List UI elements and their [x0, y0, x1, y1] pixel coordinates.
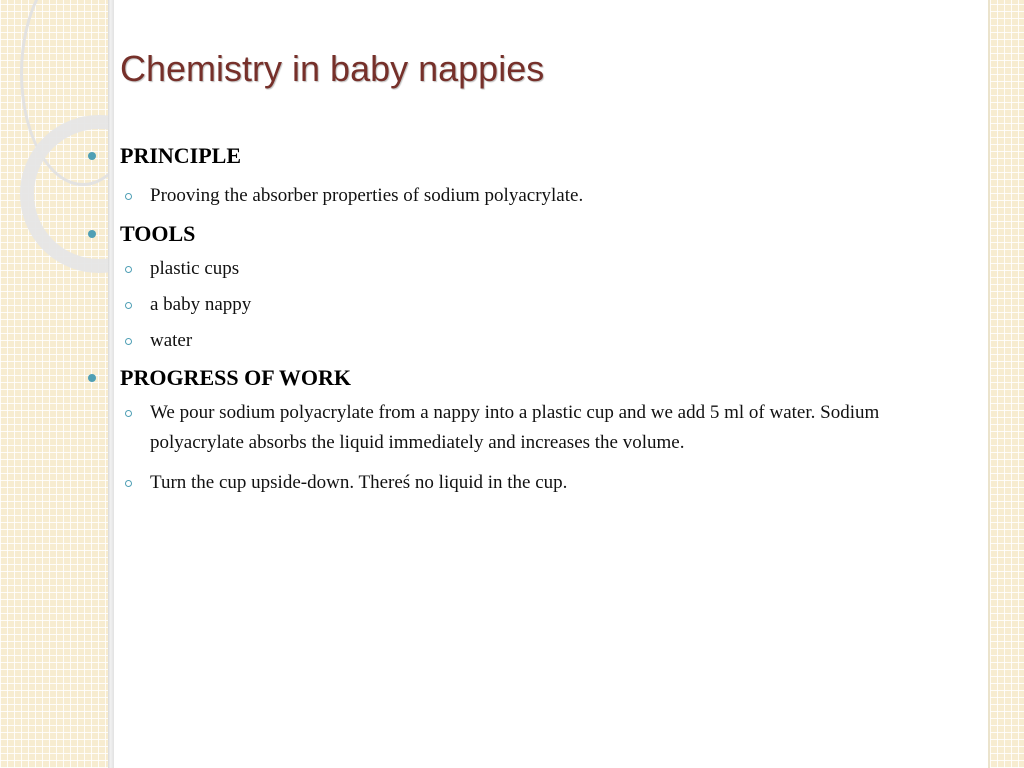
section-heading-tools [88, 218, 968, 250]
section-heading-principle [88, 140, 968, 172]
sub-bullet-icon [125, 480, 132, 487]
bullet-icon [88, 230, 96, 238]
section-heading-text: TOOLS [120, 221, 196, 246]
list-item [88, 181, 968, 211]
section-heading-text: PROGRESS OF WORK [120, 365, 352, 390]
section-heading-progress-of-work [88, 362, 968, 394]
list-item [88, 326, 968, 356]
list-item-text: Prooving the absorber properties of sodium polyacrylate. [150, 185, 584, 206]
list-item [88, 254, 968, 284]
list-item [88, 290, 968, 320]
sub-bullet-icon [125, 338, 132, 345]
list-item-text: plastic cups [150, 258, 240, 279]
sub-bullet-icon [125, 266, 132, 273]
sub-bullet-icon [125, 193, 132, 200]
list-item-text: water [150, 330, 193, 351]
bullet-icon [88, 374, 96, 382]
sub-bullet-icon [125, 302, 132, 309]
list-item-text: We pour sodium polyacrylate from a nappy into a plastic cup and we add 5 ml of water. Sodium polyacrylate absorbs the liquid immediately and increases the volume. [150, 402, 880, 453]
list-item-text: a baby nappy [150, 294, 252, 315]
bullet-icon [88, 152, 96, 160]
list-item-text: Turn the cup upside-down. Thereś no liquid in the cup. [150, 472, 568, 493]
right-decorative-pattern [990, 0, 1024, 768]
slide-content [88, 140, 968, 498]
slide-title: Chemistry in baby nappies [120, 48, 545, 89]
list-item [88, 398, 968, 458]
sub-bullet-icon [125, 410, 132, 417]
section-heading-text: PRINCIPLE [120, 143, 242, 168]
list-item [88, 468, 968, 498]
